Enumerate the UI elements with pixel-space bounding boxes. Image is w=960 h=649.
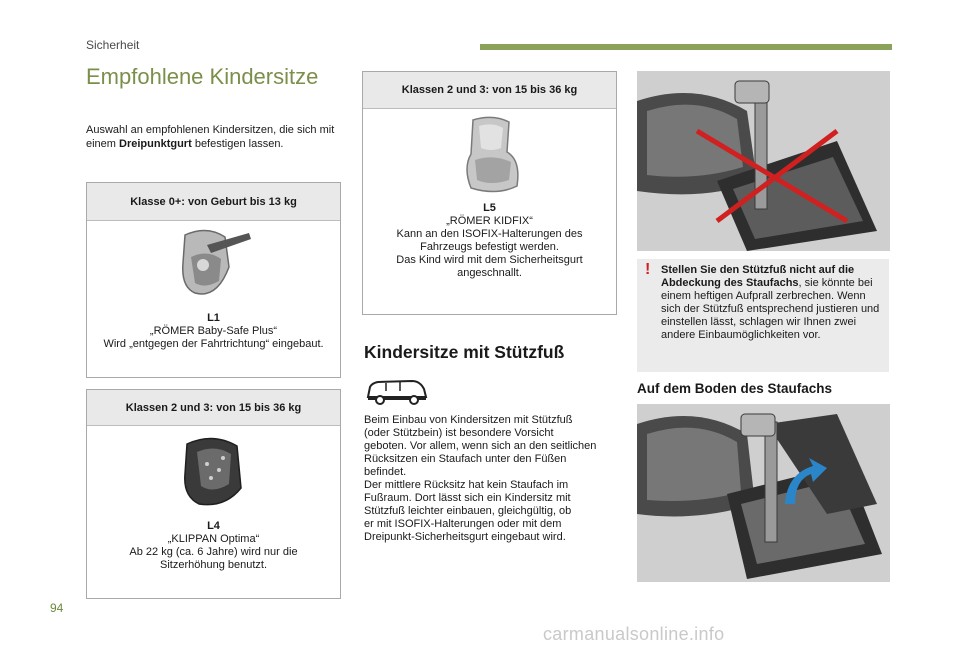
warning-bold: Stellen Sie den Stützfuß nicht auf die Abdeckung des Staufachs: [661, 264, 855, 289]
warning-box: [637, 259, 889, 372]
seat-code: L4: [207, 520, 220, 532]
seat-box-l5: [362, 71, 617, 315]
van-icon: [364, 377, 428, 407]
seat-line: „RÖMER KIDFIX“: [446, 215, 533, 227]
body-line: befindet.: [364, 466, 407, 478]
box-body: [363, 202, 616, 280]
body-line: Rücksitzen ein Staufach unter den Füßen: [364, 453, 567, 465]
body-line: er mit ISOFIX-Halterungen oder mit dem: [364, 518, 562, 530]
booster-seat-icon: [177, 434, 253, 510]
intro-after: befestigen lassen.: [191, 138, 284, 150]
intro-before: Auswahl an empfohlenen Kindersitzen, die sich mit einem: [86, 124, 335, 150]
seat-line: Fahrzeugs befestigt werden.: [420, 241, 559, 253]
body-line: Der mittlere Rücksitz hat kein Staufach im: [364, 479, 569, 491]
body-line: Fußraum. Dort lässt sich ein Kindersitz mit: [364, 492, 571, 504]
section-heading-stutzfuss: Kindersitze mit Stützfuß: [364, 342, 565, 362]
seat-code: L5: [483, 202, 496, 214]
seat-line: „RÖMER Baby-Safe Plus“: [149, 325, 278, 337]
box-heading: Klassen 2 und 3: von 15 bis 36 kg: [87, 390, 340, 426]
page-number: 94: [50, 601, 64, 615]
seat-line: Kann an den ISOFIX-Halterungen des: [396, 228, 583, 240]
box-heading: Klassen 2 und 3: von 15 bis 36 kg: [363, 72, 616, 109]
stutzfuss-body: [364, 414, 620, 544]
body-line: (oder Stützbein) ist besondere Vorsicht: [364, 427, 554, 439]
watermark: carmanualsonline.info: [543, 624, 725, 644]
body-line: Stützfuß leichter einbauen, gleichgültig, ob: [364, 505, 572, 517]
seat-line: Wird „entgegen der Fahrtrichtung“ eingebaut.: [103, 338, 324, 350]
seat-line: Ab 22 kg (ca. 6 Jahre) wird nur die: [129, 546, 298, 558]
floor-cover-photo: [637, 71, 890, 251]
seat-code: L1: [207, 312, 220, 324]
seat-line: Sitzerhöhung benutzt.: [159, 559, 268, 571]
box-body: [87, 312, 340, 351]
section-header: Sicherheit: [86, 38, 140, 52]
body-line: Dreipunkt-Sicherheitsgurt eingebaut wird.: [364, 531, 566, 543]
intro-text: [86, 123, 346, 151]
body-line: Beim Einbau von Kindersitzen mit Stützfuß: [364, 414, 573, 426]
baby-seat-icon: [177, 227, 253, 305]
box-heading: Klasse 0+: von Geburt bis 13 kg: [87, 183, 340, 221]
floor-compartment-photo: [637, 404, 890, 582]
warning-icon: !: [645, 261, 651, 278]
support-leg-in-compartment-illustration: [637, 404, 890, 582]
seat-box-l1: [86, 182, 341, 378]
box-body: [87, 520, 340, 572]
intro-bold: Dreipunktgurt: [119, 138, 192, 150]
kidfix-seat-icon: [457, 116, 527, 196]
seat-line: angeschnallt.: [457, 267, 522, 279]
support-leg-on-cover-illustration: [637, 71, 890, 251]
page-title: Empfohlene Kindersitze: [86, 64, 319, 89]
seat-box-l4: [86, 389, 341, 599]
seat-line: Das Kind wird mit dem Sicherheitsgurt: [396, 254, 583, 266]
warning-text: , sie könnte bei einem heftigen Aufprall zerbrechen. Wenn sich der Stützfuß entsprechend justieren und einstellen lässt, schlagen wir Ihnen zwei andere Einbaumöglichkeiten vor.: [661, 277, 880, 341]
seat-line: „KLIPPAN Optima“: [167, 533, 260, 545]
header-rule: [480, 44, 892, 50]
section-heading-boden: Auf dem Boden des Staufachs: [637, 381, 833, 396]
body-line: geboten. Vor allem, wenn sich an den seitlichen: [364, 440, 597, 452]
